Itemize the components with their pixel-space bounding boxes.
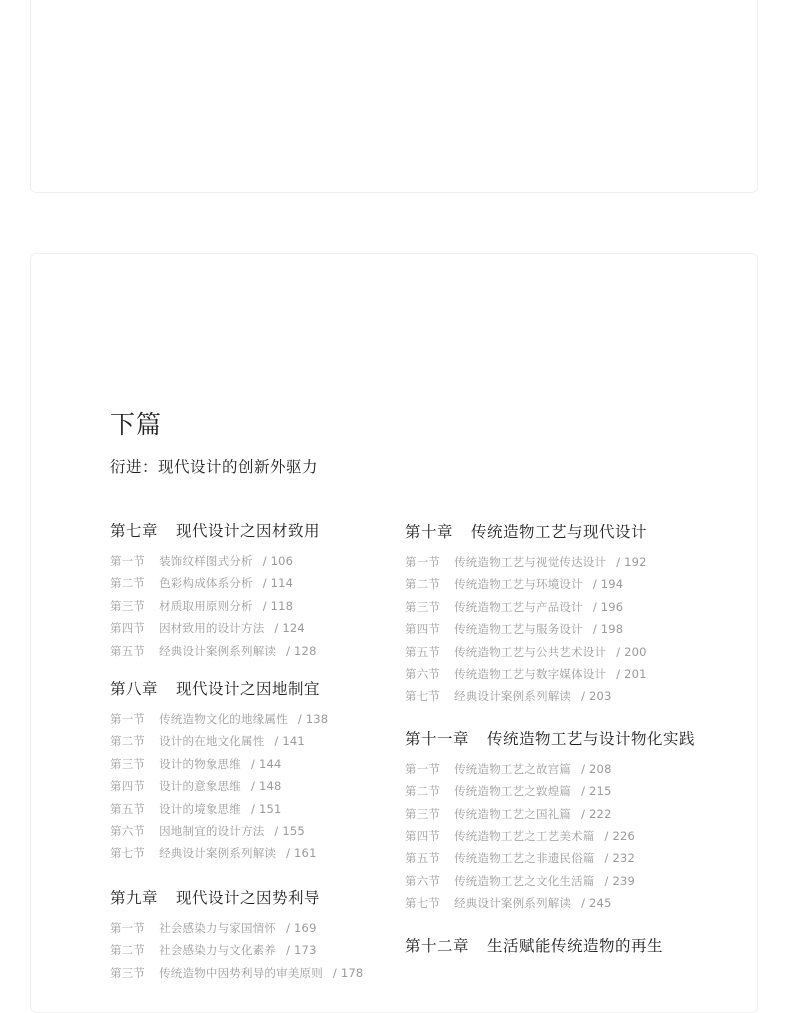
section-page: / 118	[262, 598, 294, 613]
chapter-name: 传统造物工艺与设计物化实践	[487, 729, 696, 748]
section-entry	[110, 595, 410, 617]
chapter-number: 第十二章	[405, 936, 470, 955]
section-entry	[110, 550, 410, 572]
section-title: 传统造物文化的地缘属性	[159, 712, 288, 727]
section-page: / 114	[262, 576, 294, 591]
section-page: / 151	[251, 801, 282, 816]
section-number: 第一节	[110, 712, 146, 727]
section-entry	[405, 825, 705, 847]
section-number: 第二节	[110, 734, 146, 749]
top-content-card	[30, 0, 758, 193]
section-number: 第五节	[405, 851, 441, 866]
section-number: 第四节	[405, 829, 441, 844]
section-entry	[405, 663, 705, 685]
chapter	[405, 521, 705, 708]
chapter	[110, 678, 410, 865]
section-page: / 141	[274, 734, 305, 749]
section-page: / 239	[604, 873, 635, 888]
section-page: / 198	[592, 622, 624, 637]
chapter-number: 第十章	[405, 523, 454, 541]
section-list	[405, 551, 705, 708]
section-number: 第一节	[405, 555, 441, 569]
section-title: 因地制宜的设计方法	[159, 824, 265, 839]
chapter-number: 第七章	[110, 522, 159, 540]
section-title: 因材致用的设计方法	[159, 621, 265, 636]
chapter-number: 第九章	[110, 888, 159, 907]
section-page: / 148	[251, 779, 282, 794]
section-page: / 161	[286, 846, 317, 861]
section-title: 传统造物工艺与公共艺术设计	[454, 644, 607, 659]
section-number: 第二节	[405, 577, 441, 592]
section-page: / 203	[581, 689, 612, 704]
section-number: 第三节	[110, 598, 146, 613]
section-number: 第一节	[405, 761, 441, 776]
section-number: 第四节	[110, 779, 146, 794]
section-page: / 215	[581, 784, 612, 799]
section-page: / 155	[274, 824, 305, 839]
section-list	[110, 550, 410, 662]
section-title: 传统造物工艺与数字媒体设计	[454, 667, 607, 682]
section-number: 第三节	[405, 806, 441, 821]
part-subtitle: 衍进：现代设计的创新外驱力	[110, 458, 319, 476]
chapter-number: 第八章	[110, 680, 159, 699]
section-number: 第三节	[405, 599, 441, 614]
section-entry	[405, 803, 705, 825]
section-entry	[405, 758, 705, 780]
chapter-title	[110, 887, 410, 909]
section-number: 第六节	[405, 667, 441, 682]
section-title: 传统造物工艺之工艺美术篇	[454, 829, 595, 844]
section-page: / 178	[332, 965, 364, 980]
section-entry	[110, 962, 410, 984]
section-entry	[110, 842, 410, 864]
section-page: / 232	[604, 851, 635, 866]
section-title: 传统造物工艺之故宫篇	[454, 761, 572, 776]
section-number: 第五节	[110, 801, 146, 816]
section-page: / 196	[592, 599, 624, 614]
section-page: / 144	[251, 756, 282, 771]
section-entry	[405, 780, 705, 802]
section-number: 第二节	[405, 784, 441, 799]
section-number: 第七节	[405, 689, 441, 704]
section-number: 第三节	[110, 756, 146, 771]
chapter-name: 传统造物工艺与现代设计	[471, 523, 648, 541]
section-title: 设计的在地文化属性	[159, 734, 265, 749]
chapter	[405, 935, 705, 957]
chapter-number: 第十一章	[405, 729, 470, 748]
section-title: 传统造物工艺与产品设计	[454, 599, 583, 614]
section-page: / 106	[262, 554, 294, 568]
chapter-title	[405, 728, 705, 750]
section-title: 传统造物工艺与视觉传达设计	[454, 555, 607, 569]
section-page: / 128	[286, 643, 317, 658]
section-entry	[110, 775, 410, 797]
section-entry	[405, 573, 705, 595]
section-title: 色彩构成体系分析	[159, 576, 253, 591]
section-title: 传统造物工艺之国礼篇	[454, 806, 572, 821]
section-title: 设计的物象思维	[159, 756, 242, 771]
part-title: 下篇	[110, 410, 163, 439]
section-number: 第五节	[405, 644, 441, 659]
chapter	[110, 887, 410, 984]
toc-left-column	[110, 520, 410, 984]
section-title: 传统造物工艺之敦煌篇	[454, 784, 572, 799]
section-entry	[110, 820, 410, 842]
section-number: 第六节	[405, 873, 441, 888]
section-entry	[405, 641, 705, 663]
section-title: 经典设计案例系列解读	[454, 896, 572, 911]
chapter-name: 生活赋能传统造物的再生	[487, 936, 664, 955]
section-entry	[110, 753, 410, 775]
chapter-title	[110, 678, 410, 700]
section-number: 第二节	[110, 576, 146, 591]
section-number: 第四节	[110, 621, 146, 636]
section-page: / 124	[274, 621, 305, 636]
chapter-title	[405, 935, 705, 957]
section-number: 第一节	[110, 920, 146, 935]
section-entry	[405, 870, 705, 892]
section-number: 第二节	[110, 943, 146, 958]
section-page: / 173	[286, 943, 317, 958]
section-title: 经典设计案例系列解读	[159, 846, 277, 861]
section-page: / 222	[581, 806, 612, 821]
section-entry	[405, 685, 705, 707]
section-page: / 138	[297, 712, 329, 727]
section-page: / 194	[592, 577, 624, 592]
section-title: 传统造物工艺与环境设计	[454, 577, 583, 592]
section-number: 第六节	[110, 824, 146, 839]
section-number: 第七节	[110, 846, 146, 861]
section-entry	[110, 708, 410, 730]
section-page: / 226	[604, 829, 635, 844]
chapter-title	[405, 521, 705, 543]
section-title: 社会感染力与文化素养	[159, 943, 277, 958]
section-list	[110, 917, 410, 984]
section-entry	[110, 730, 410, 752]
chapter	[405, 728, 705, 915]
section-number: 第七节	[405, 896, 441, 911]
section-title: 设计的境象思维	[159, 801, 242, 816]
section-entry	[110, 939, 410, 961]
section-title: 传统造物工艺之非遗民俗篇	[454, 851, 595, 866]
section-title: 经典设计案例系列解读	[454, 689, 572, 704]
toc-right-column	[405, 521, 705, 957]
section-entry	[110, 572, 410, 594]
section-title: 经典设计案例系列解读	[159, 643, 277, 658]
section-page: / 208	[581, 761, 612, 776]
section-title: 传统造物工艺之文化生活篇	[454, 873, 595, 888]
section-entry	[405, 618, 705, 640]
section-entry	[405, 892, 705, 914]
section-page: / 200	[616, 644, 647, 659]
chapter-name: 现代设计之因地制宜	[176, 680, 321, 699]
section-entry	[405, 551, 705, 573]
section-entry	[110, 640, 410, 662]
section-title: 材质取用原则分析	[159, 598, 253, 613]
section-title: 设计的意象思维	[159, 779, 242, 794]
section-title: 社会感染力与家国情怀	[159, 920, 277, 935]
chapter	[110, 520, 410, 662]
section-entry	[110, 617, 410, 639]
section-number: 第五节	[110, 643, 146, 658]
section-list	[110, 708, 410, 865]
section-title: 装饰纹样图式分析	[159, 554, 253, 568]
section-page: / 169	[286, 920, 317, 935]
section-entry	[405, 596, 705, 618]
section-entry	[110, 798, 410, 820]
section-page: / 201	[616, 667, 647, 682]
chapter-name: 现代设计之因材致用	[176, 522, 321, 540]
section-number: 第一节	[110, 554, 146, 568]
section-entry	[110, 917, 410, 939]
section-list	[405, 758, 705, 915]
section-title: 传统造物工艺与服务设计	[454, 622, 583, 637]
section-page: / 192	[616, 555, 647, 569]
chapter-name: 现代设计之因势利导	[176, 888, 321, 907]
section-number: 第四节	[405, 622, 441, 637]
section-title: 传统造物中因势利导的审美原则	[159, 965, 323, 980]
section-number: 第三节	[110, 965, 146, 980]
chapter-title	[110, 520, 410, 542]
section-page: / 245	[581, 896, 612, 911]
section-entry	[405, 847, 705, 869]
